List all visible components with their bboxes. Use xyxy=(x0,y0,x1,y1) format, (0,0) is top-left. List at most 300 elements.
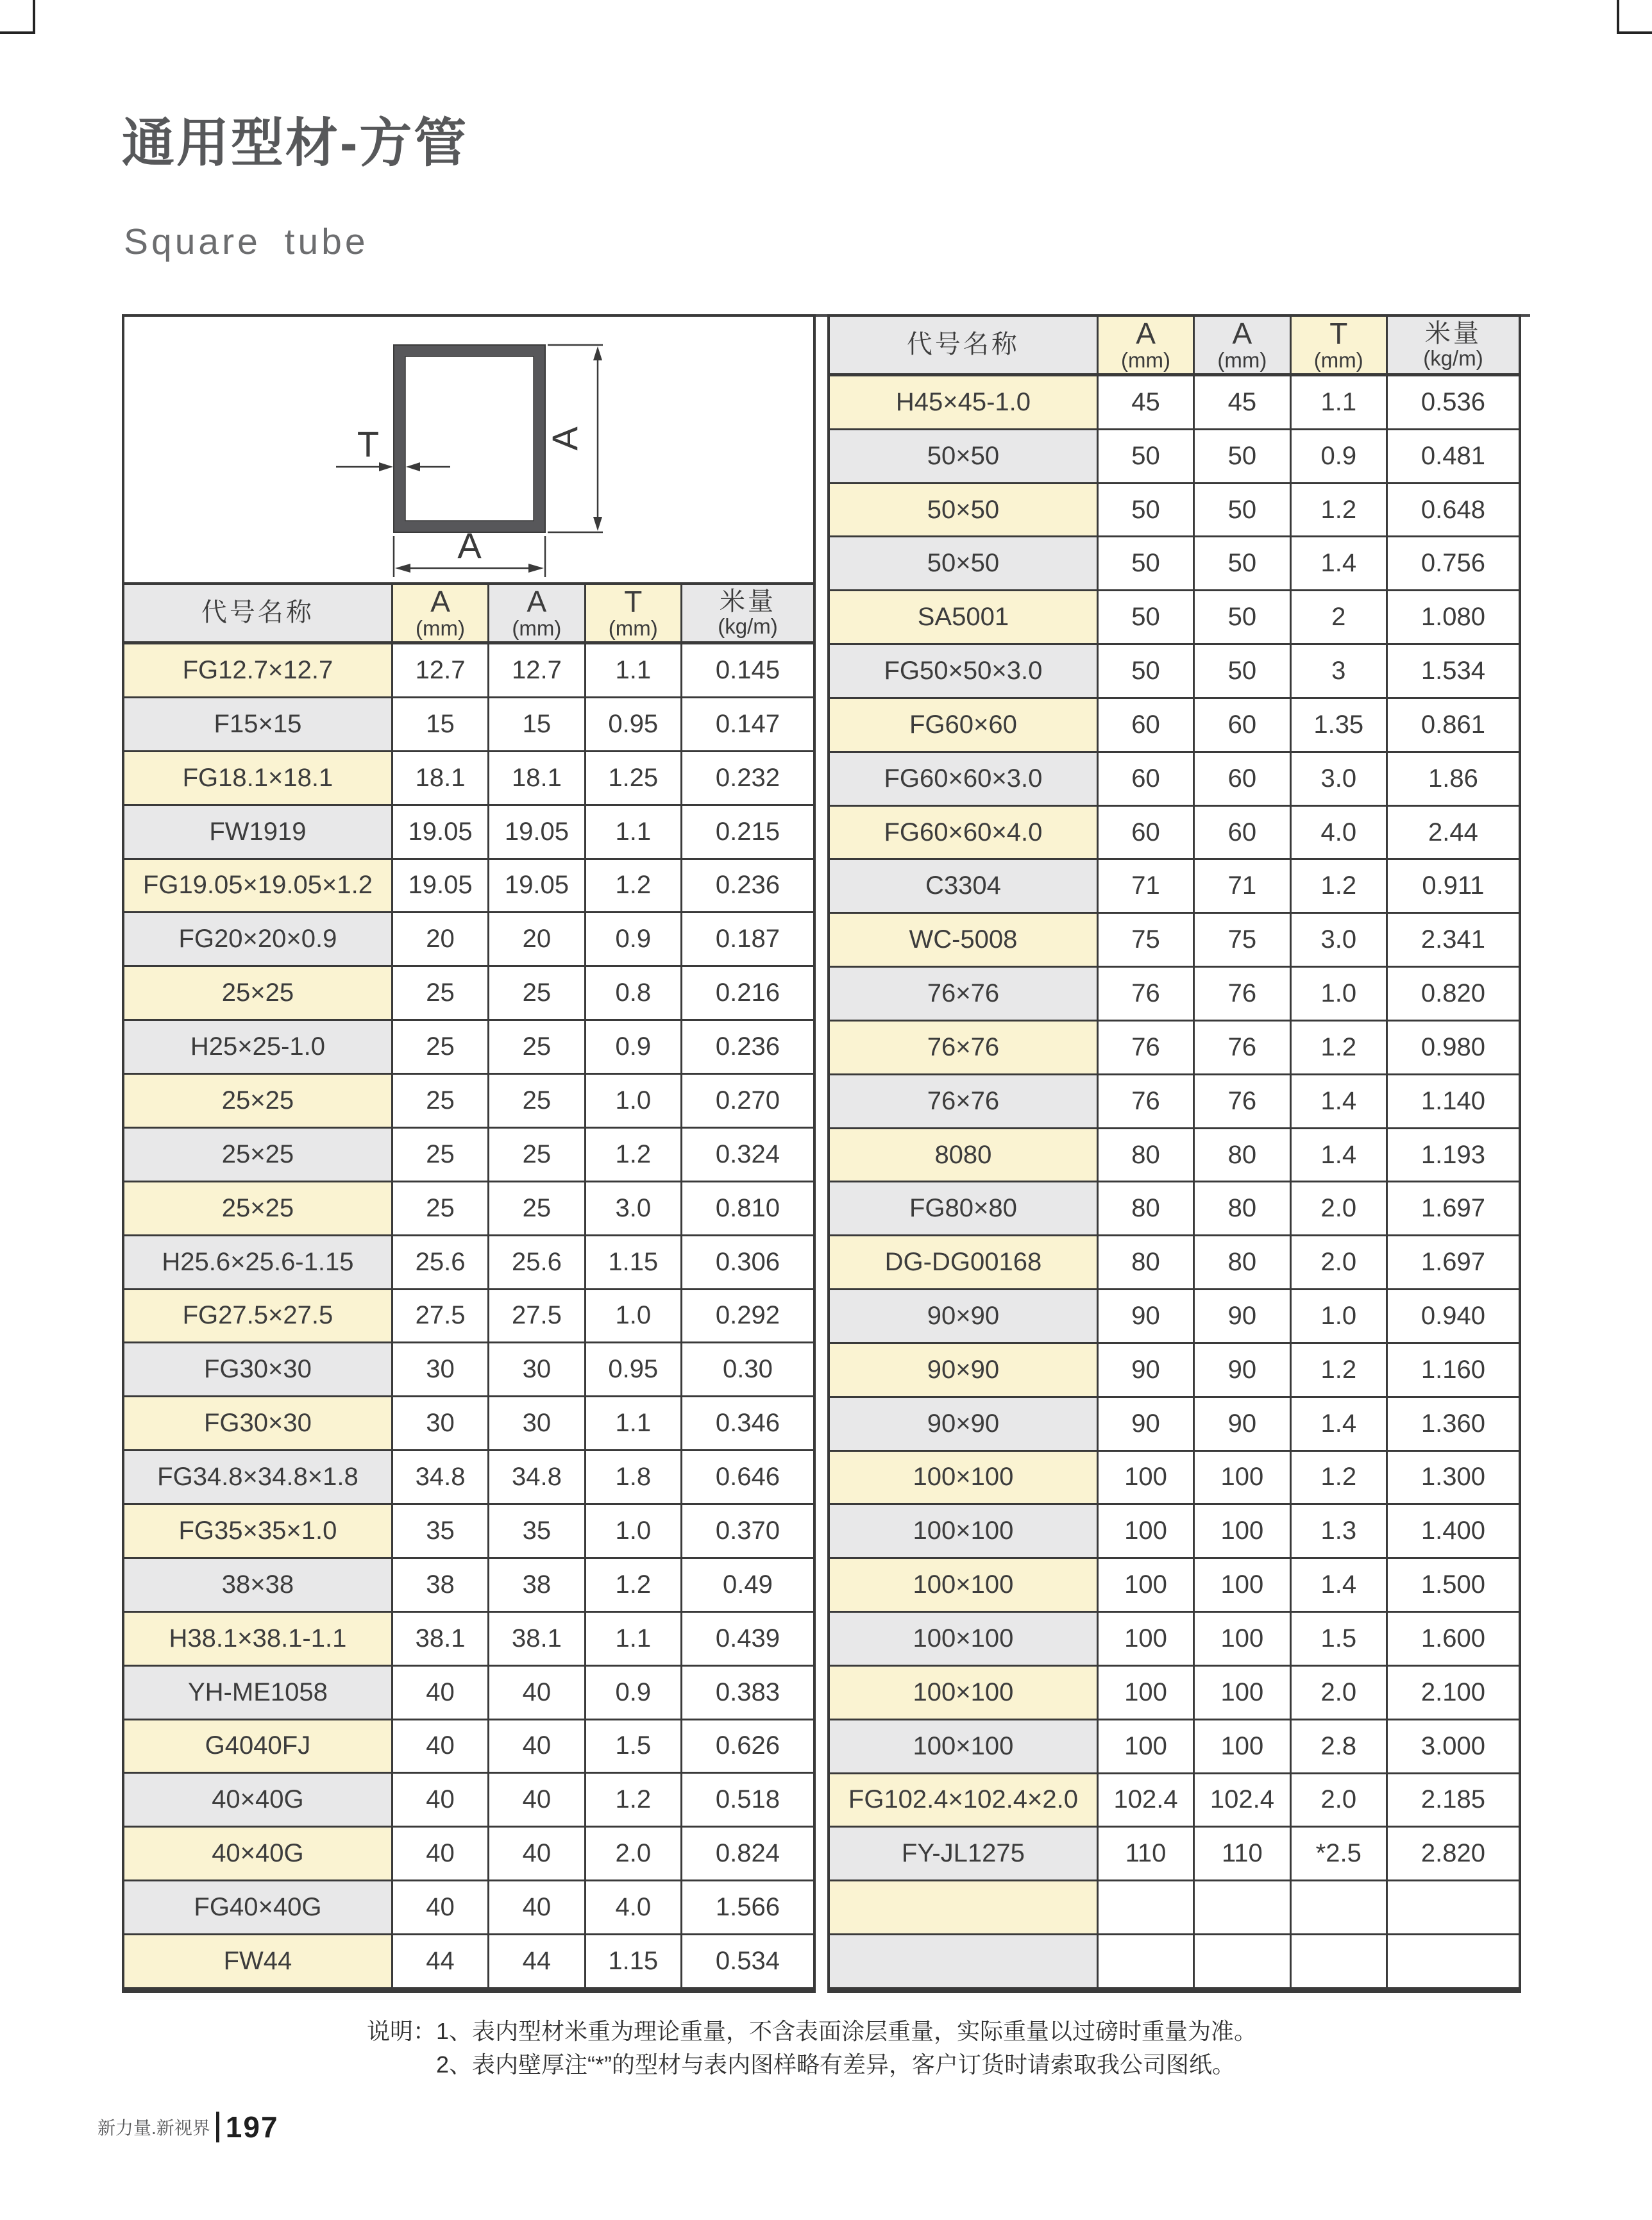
row-value-cell: 1.1 xyxy=(586,644,682,696)
row-value-cell: 50 xyxy=(1195,591,1291,643)
row-value-cell: 34.8 xyxy=(489,1451,586,1503)
row-name-cell: 90×90 xyxy=(830,1290,1099,1342)
table-row xyxy=(830,484,1519,538)
row-name-cell: WC-5008 xyxy=(830,914,1099,966)
row-value-cell: 0.9 xyxy=(586,1667,682,1719)
row-value-cell xyxy=(1292,1881,1388,1933)
row-value-cell: 110 xyxy=(1099,1828,1195,1879)
row-value-cell: 0.534 xyxy=(682,1935,813,1987)
row-value-cell: 102.4 xyxy=(1195,1774,1291,1826)
header-t-unit: (mm) xyxy=(1313,348,1363,372)
header-a1 xyxy=(1099,317,1195,373)
row-value-cell: 35 xyxy=(393,1505,489,1557)
row-value-cell: 50 xyxy=(1195,484,1291,536)
row-name-cell: 25×25 xyxy=(124,1129,393,1181)
row-value-cell: 0.145 xyxy=(682,644,813,696)
row-value-cell: 0.820 xyxy=(1388,968,1519,1020)
row-value-cell: 50 xyxy=(1099,645,1195,697)
table-row xyxy=(830,1022,1519,1075)
row-value-cell: 0.810 xyxy=(682,1182,813,1234)
row-value-cell: 30 xyxy=(489,1397,586,1449)
header-t-unit: (mm) xyxy=(608,616,658,640)
header-a1-unit: (mm) xyxy=(1121,348,1171,372)
row-name-cell: FG18.1×18.1 xyxy=(124,752,393,804)
row-value-cell: 50 xyxy=(1195,645,1291,697)
row-name-cell: 50×50 xyxy=(830,430,1099,482)
row-value-cell: 0.518 xyxy=(682,1774,813,1826)
page-subtitle: Square tube xyxy=(124,221,369,262)
table-row xyxy=(124,1182,813,1236)
row-name-cell: DG-DG00168 xyxy=(830,1236,1099,1288)
row-value-cell: 60 xyxy=(1099,807,1195,859)
row-value-cell: 40 xyxy=(489,1828,586,1879)
row-value-cell: 4.0 xyxy=(1292,807,1388,859)
row-value-cell: 76 xyxy=(1195,968,1291,1020)
row-value-cell: 1.25 xyxy=(586,752,682,804)
row-value-cell: 0.95 xyxy=(586,1343,682,1395)
row-value-cell xyxy=(1195,1935,1291,1987)
table-row xyxy=(830,1075,1519,1129)
row-value-cell: 19.05 xyxy=(489,860,586,912)
header-a2 xyxy=(489,585,586,641)
row-name-cell: FG20×20×0.9 xyxy=(124,913,393,965)
table-row xyxy=(830,1667,1519,1720)
table-row xyxy=(124,1613,813,1667)
row-value-cell: 0.215 xyxy=(682,806,813,858)
row-value-cell: 1.1 xyxy=(1292,376,1388,428)
row-value-cell: 80 xyxy=(1195,1236,1291,1288)
row-value-cell: 0.216 xyxy=(682,967,813,1019)
row-value-cell: 19.05 xyxy=(393,860,489,912)
row-name-cell: 8080 xyxy=(830,1129,1099,1181)
row-value-cell xyxy=(1388,1935,1519,1987)
header-t-label: T xyxy=(1329,316,1348,350)
row-value-cell: 50 xyxy=(1099,430,1195,482)
row-value-cell xyxy=(1099,1935,1195,1987)
row-value-cell: 1.0 xyxy=(1292,1290,1388,1342)
row-value-cell: 100 xyxy=(1099,1667,1195,1719)
diagram-thickness-label: T xyxy=(357,424,380,464)
row-name-cell: FG50×50×3.0 xyxy=(830,645,1099,697)
square-tube-diagram-svg xyxy=(124,317,813,582)
header-a1-label: A xyxy=(430,584,450,618)
row-value-cell: 1.600 xyxy=(1388,1613,1519,1665)
row-value-cell: 2.0 xyxy=(1292,1182,1388,1234)
row-name-cell: FG34.8×34.8×1.8 xyxy=(124,1451,393,1503)
row-value-cell: 60 xyxy=(1195,807,1291,859)
row-value-cell: 25.6 xyxy=(393,1236,489,1288)
row-value-cell: 18.1 xyxy=(393,752,489,804)
row-value-cell: 1.2 xyxy=(1292,860,1388,912)
row-value-cell: 0.9 xyxy=(586,1021,682,1073)
row-value-cell: 1.160 xyxy=(1388,1344,1519,1396)
row-name-cell: 100×100 xyxy=(830,1613,1099,1665)
row-value-cell: 25.6 xyxy=(489,1236,586,1288)
row-value-cell: 0.306 xyxy=(682,1236,813,1288)
table-row xyxy=(830,1290,1519,1344)
row-value-cell: 100 xyxy=(1195,1505,1291,1557)
row-value-cell: 76 xyxy=(1099,968,1195,1020)
row-value-cell: 90 xyxy=(1099,1344,1195,1396)
row-value-cell: 0.481 xyxy=(1388,430,1519,482)
row-name-cell: FG60×60×3.0 xyxy=(830,753,1099,805)
table-row xyxy=(830,1559,1519,1613)
row-value-cell: 1.4 xyxy=(1292,1398,1388,1450)
row-value-cell: *2.5 xyxy=(1292,1828,1388,1879)
table-row xyxy=(830,645,1519,699)
row-name-cell: 100×100 xyxy=(830,1505,1099,1557)
row-value-cell: 20 xyxy=(393,913,489,965)
row-name-cell: FG80×80 xyxy=(830,1182,1099,1234)
crop-mark-top-left xyxy=(0,0,35,34)
row-value-cell: 0.147 xyxy=(682,698,813,750)
row-value-cell: 1.534 xyxy=(1388,645,1519,697)
row-name-cell: FG40×40G xyxy=(124,1881,393,1933)
row-name-cell: SA5001 xyxy=(830,591,1099,643)
row-value-cell: 1.4 xyxy=(1292,1129,1388,1181)
row-name-cell: FG19.05×19.05×1.2 xyxy=(124,860,393,912)
row-value-cell: 25 xyxy=(489,1075,586,1127)
row-value-cell: 1.2 xyxy=(1292,1022,1388,1073)
row-name-cell xyxy=(830,1881,1099,1933)
row-value-cell xyxy=(1388,1881,1519,1933)
row-value-cell: 2 xyxy=(1292,591,1388,643)
row-value-cell: 45 xyxy=(1099,376,1195,428)
row-name-cell: FG30×30 xyxy=(124,1397,393,1449)
table-row xyxy=(830,1236,1519,1290)
row-value-cell xyxy=(1195,1881,1291,1933)
row-value-cell: 100 xyxy=(1099,1720,1195,1772)
row-value-cell xyxy=(1099,1881,1195,1933)
table-row xyxy=(830,1452,1519,1506)
row-value-cell: 75 xyxy=(1099,914,1195,966)
header-name xyxy=(830,317,1099,373)
row-value-cell: 18.1 xyxy=(489,752,586,804)
row-value-cell: 1.4 xyxy=(1292,537,1388,589)
row-name-cell: 25×25 xyxy=(124,1075,393,1127)
footer-brand: 新力量.新视界 xyxy=(97,2118,210,2138)
row-value-cell: 80 xyxy=(1195,1182,1291,1234)
row-value-cell: 0.95 xyxy=(586,698,682,750)
square-tube-diagram xyxy=(124,317,813,585)
row-value-cell: 76 xyxy=(1099,1022,1195,1073)
row-name-cell: H25.6×25.6-1.15 xyxy=(124,1236,393,1288)
table-row xyxy=(830,537,1519,591)
header-t xyxy=(1292,317,1388,373)
row-value-cell: 19.05 xyxy=(393,806,489,858)
row-value-cell: 40 xyxy=(393,1881,489,1933)
table-row xyxy=(124,967,813,1021)
table-row xyxy=(124,806,813,860)
row-value-cell: 71 xyxy=(1099,860,1195,912)
row-value-cell: 40 xyxy=(489,1774,586,1826)
row-value-cell: 0.270 xyxy=(682,1075,813,1127)
row-value-cell: 25 xyxy=(489,1129,586,1181)
row-value-cell: 34.8 xyxy=(393,1451,489,1503)
row-value-cell: 1.2 xyxy=(1292,1452,1388,1504)
row-value-cell: 1.080 xyxy=(1388,591,1519,643)
row-value-cell: 0.232 xyxy=(682,752,813,804)
row-value-cell: 15 xyxy=(489,698,586,750)
row-value-cell: 0.861 xyxy=(1388,699,1519,751)
row-value-cell: 102.4 xyxy=(1099,1774,1195,1826)
row-name-cell: FG102.4×102.4×2.0 xyxy=(830,1774,1099,1826)
row-value-cell: 0.383 xyxy=(682,1667,813,1719)
row-value-cell: 1.15 xyxy=(586,1935,682,1987)
row-value-cell: 2.341 xyxy=(1388,914,1519,966)
row-value-cell: 60 xyxy=(1099,753,1195,805)
left-table xyxy=(122,314,816,1993)
row-value-cell: 0.49 xyxy=(682,1559,813,1611)
row-value-cell: 38 xyxy=(489,1559,586,1611)
row-value-cell: 0.187 xyxy=(682,913,813,965)
row-value-cell: 1.2 xyxy=(586,860,682,912)
row-value-cell: 27.5 xyxy=(393,1290,489,1342)
row-name-cell: FG27.5×27.5 xyxy=(124,1290,393,1342)
row-value-cell: 71 xyxy=(1195,860,1291,912)
row-value-cell: 1.697 xyxy=(1388,1182,1519,1234)
row-value-cell: 1.1 xyxy=(586,1397,682,1449)
table-row xyxy=(830,914,1519,968)
row-name-cell: 100×100 xyxy=(830,1667,1099,1719)
table-row xyxy=(830,376,1519,430)
row-value-cell: 1.35 xyxy=(1292,699,1388,751)
header-t-label: T xyxy=(624,584,643,618)
row-value-cell: 3.000 xyxy=(1388,1720,1519,1772)
row-name-cell: 100×100 xyxy=(830,1559,1099,1611)
row-value-cell: 0.940 xyxy=(1388,1290,1519,1342)
row-value-cell: 19.05 xyxy=(489,806,586,858)
row-name-cell: FW1919 xyxy=(124,806,393,858)
row-value-cell: 0.370 xyxy=(682,1505,813,1557)
row-name-cell: 76×76 xyxy=(830,1075,1099,1127)
row-value-cell: 80 xyxy=(1099,1129,1195,1181)
row-name-cell: 90×90 xyxy=(830,1344,1099,1396)
row-value-cell: 100 xyxy=(1099,1452,1195,1504)
row-value-cell: 50 xyxy=(1195,430,1291,482)
row-value-cell: 1.15 xyxy=(586,1236,682,1288)
row-value-cell: 1.5 xyxy=(1292,1613,1388,1665)
row-value-cell: 2.0 xyxy=(1292,1236,1388,1288)
row-name-cell: H38.1×38.1-1.1 xyxy=(124,1613,393,1665)
row-value-cell: 2.0 xyxy=(586,1828,682,1879)
row-value-cell: 2.0 xyxy=(1292,1667,1388,1719)
row-value-cell: 100 xyxy=(1099,1505,1195,1557)
table-row xyxy=(124,1021,813,1075)
row-value-cell: 2.8 xyxy=(1292,1720,1388,1772)
row-value-cell: 60 xyxy=(1195,699,1291,751)
row-value-cell: 30 xyxy=(393,1397,489,1449)
row-value-cell: 100 xyxy=(1099,1559,1195,1611)
row-name-cell: 50×50 xyxy=(830,537,1099,589)
table-row xyxy=(124,644,813,698)
table-row xyxy=(124,1075,813,1129)
page-title: 通用型材-方管 xyxy=(122,114,469,172)
diagram-height-label: A xyxy=(544,426,585,451)
header-a2-unit: (mm) xyxy=(512,616,562,640)
row-value-cell: 38.1 xyxy=(393,1613,489,1665)
row-name-cell: FG12.7×12.7 xyxy=(124,644,393,696)
header-weight-label: 米量 xyxy=(1424,319,1481,348)
row-name-cell: H45×45-1.0 xyxy=(830,376,1099,428)
left-table-header xyxy=(124,585,813,644)
row-value-cell: 3.0 xyxy=(1292,753,1388,805)
table-row xyxy=(830,753,1519,807)
row-value-cell: 44 xyxy=(489,1935,586,1987)
table-row xyxy=(124,1935,813,1987)
row-value-cell: 40 xyxy=(393,1720,489,1772)
header-a2-unit: (mm) xyxy=(1217,348,1267,372)
row-value-cell: 1.0 xyxy=(586,1290,682,1342)
row-value-cell: 0.626 xyxy=(682,1720,813,1772)
row-name-cell: 90×90 xyxy=(830,1398,1099,1450)
table-row xyxy=(124,752,813,806)
row-value-cell: 2.820 xyxy=(1388,1828,1519,1879)
row-name-cell: FY-JL1275 xyxy=(830,1828,1099,1879)
row-name-cell: FW44 xyxy=(124,1935,393,1987)
row-value-cell: 25 xyxy=(489,967,586,1019)
row-value-cell: 1.4 xyxy=(1292,1559,1388,1611)
row-value-cell: 76 xyxy=(1099,1075,1195,1127)
row-value-cell: 0.30 xyxy=(682,1343,813,1395)
header-weight xyxy=(1388,317,1519,373)
row-name-cell: 25×25 xyxy=(124,1182,393,1234)
row-value-cell: 100 xyxy=(1195,1452,1291,1504)
row-value-cell: 60 xyxy=(1195,753,1291,805)
row-value-cell: 0.756 xyxy=(1388,537,1519,589)
row-value-cell: 1.500 xyxy=(1388,1559,1519,1611)
row-value-cell: 4.0 xyxy=(586,1881,682,1933)
row-value-cell: 100 xyxy=(1195,1720,1291,1772)
table-row xyxy=(124,1720,813,1774)
table-row xyxy=(830,1344,1519,1398)
row-value-cell: 50 xyxy=(1099,591,1195,643)
table-row xyxy=(124,1667,813,1720)
table-row xyxy=(830,807,1519,861)
row-value-cell: 40 xyxy=(489,1881,586,1933)
row-value-cell: 12.7 xyxy=(489,644,586,696)
row-value-cell: 80 xyxy=(1099,1236,1195,1288)
row-value-cell: 2.0 xyxy=(1292,1774,1388,1826)
row-value-cell: 38.1 xyxy=(489,1613,586,1665)
table-row xyxy=(124,860,813,914)
row-value-cell: 20 xyxy=(489,913,586,965)
row-name-cell: G4040FJ xyxy=(124,1720,393,1772)
row-value-cell: 45 xyxy=(1195,376,1291,428)
row-value-cell: 1.697 xyxy=(1388,1236,1519,1288)
row-name-cell: 76×76 xyxy=(830,968,1099,1020)
row-value-cell: 40 xyxy=(489,1720,586,1772)
footer-page-number: 197 xyxy=(225,2110,279,2144)
header-a2-label: A xyxy=(1232,316,1252,350)
table-row xyxy=(124,1881,813,1935)
row-value-cell: 0.324 xyxy=(682,1129,813,1181)
row-value-cell: 1.3 xyxy=(1292,1505,1388,1557)
table-row xyxy=(830,1613,1519,1667)
row-value-cell: 50 xyxy=(1099,484,1195,536)
row-value-cell: 1.193 xyxy=(1388,1129,1519,1181)
row-value-cell: 75 xyxy=(1195,914,1291,966)
header-weight-unit: (kg/m) xyxy=(718,614,778,638)
row-value-cell: 90 xyxy=(1099,1398,1195,1450)
row-value-cell: 1.0 xyxy=(586,1075,682,1127)
notes xyxy=(367,2015,1257,2081)
row-name-cell: FG30×30 xyxy=(124,1343,393,1395)
row-value-cell: 25 xyxy=(393,967,489,1019)
row-value-cell: 1.566 xyxy=(682,1881,813,1933)
row-value-cell: 1.2 xyxy=(1292,1344,1388,1396)
header-a1-unit: (mm) xyxy=(416,616,466,640)
table-row xyxy=(830,1935,1519,1987)
row-value-cell: 0.648 xyxy=(1388,484,1519,536)
table-row xyxy=(124,913,813,967)
row-value-cell: 0.292 xyxy=(682,1290,813,1342)
header-a2-label: A xyxy=(527,584,547,618)
row-value-cell: 0.8 xyxy=(586,967,682,1019)
row-value-cell: 1.0 xyxy=(1292,968,1388,1020)
row-value-cell: 90 xyxy=(1195,1398,1291,1450)
row-value-cell: 3 xyxy=(1292,645,1388,697)
row-value-cell: 80 xyxy=(1195,1129,1291,1181)
table-row xyxy=(124,1828,813,1881)
row-value-cell: 100 xyxy=(1099,1613,1195,1665)
table-row xyxy=(124,1236,813,1290)
row-value-cell: 1.1 xyxy=(586,1613,682,1665)
page-footer xyxy=(97,2110,279,2144)
row-name-cell: FG60×60×4.0 xyxy=(830,807,1099,859)
row-name-cell xyxy=(830,1935,1099,1987)
row-name-cell: FG60×60 xyxy=(830,699,1099,751)
row-value-cell: 1.400 xyxy=(1388,1505,1519,1557)
table-row xyxy=(830,430,1519,484)
header-name xyxy=(124,585,393,641)
row-value-cell: 1.2 xyxy=(586,1774,682,1826)
row-value-cell: 0.236 xyxy=(682,1021,813,1073)
row-value-cell: 2.185 xyxy=(1388,1774,1519,1826)
row-value-cell: 0.346 xyxy=(682,1397,813,1449)
row-value-cell: 1.2 xyxy=(1292,484,1388,536)
row-value-cell: 40 xyxy=(393,1667,489,1719)
row-name-cell: 100×100 xyxy=(830,1720,1099,1772)
table-row xyxy=(830,1828,1519,1881)
table-row xyxy=(124,1774,813,1828)
row-value-cell: 30 xyxy=(489,1343,586,1395)
row-value-cell: 1.0 xyxy=(586,1505,682,1557)
row-value-cell: 100 xyxy=(1195,1667,1291,1719)
row-value-cell: 1.5 xyxy=(586,1720,682,1772)
row-value-cell: 44 xyxy=(393,1935,489,1987)
footer-divider-bar xyxy=(216,2112,219,2142)
row-value-cell: 25 xyxy=(393,1075,489,1127)
row-value-cell: 40 xyxy=(489,1667,586,1719)
row-value-cell: 50 xyxy=(1099,537,1195,589)
row-value-cell: 0.911 xyxy=(1388,860,1519,912)
row-value-cell: 12.7 xyxy=(393,644,489,696)
row-value-cell: 0.9 xyxy=(586,913,682,965)
table-row xyxy=(124,698,813,752)
right-table-header xyxy=(830,317,1519,376)
diagram-width-label: A xyxy=(457,525,482,566)
table-row xyxy=(830,1182,1519,1236)
row-value-cell: 30 xyxy=(393,1343,489,1395)
row-value-cell: 3.0 xyxy=(586,1182,682,1234)
row-value-cell: 1.360 xyxy=(1388,1398,1519,1450)
table-row xyxy=(124,1451,813,1505)
row-value-cell: 90 xyxy=(1099,1290,1195,1342)
row-value-cell: 25 xyxy=(393,1021,489,1073)
crop-mark-top-right xyxy=(1617,0,1652,34)
row-value-cell: 1.140 xyxy=(1388,1075,1519,1127)
